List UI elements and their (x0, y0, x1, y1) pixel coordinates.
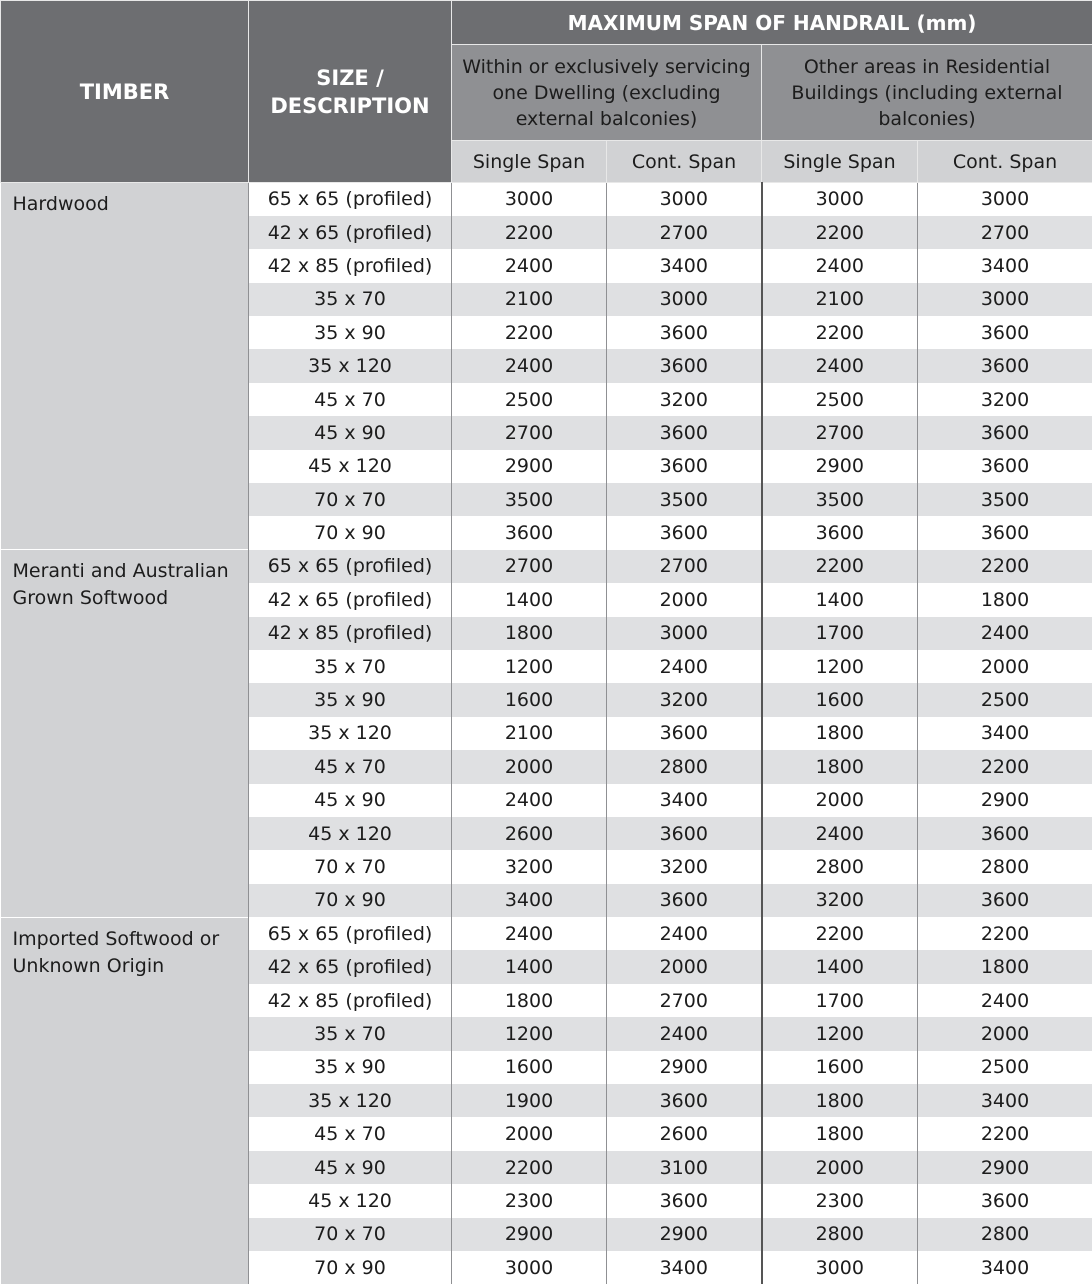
residential-cont-span-cell: 2200 (918, 917, 1092, 950)
timber-type-cell: Meranti and Australian Grown Softwood (1, 550, 249, 917)
size-cell: 70 x 70 (249, 850, 452, 883)
table-row (1, 183, 1092, 216)
residential-cont-span-cell: 3600 (918, 316, 1092, 349)
dwelling-cont-span-cell: 3600 (607, 1084, 762, 1117)
residential-single-span-cell: 2200 (762, 316, 918, 349)
size-cell: 45 x 90 (249, 1151, 452, 1184)
dwelling-single-span-cell: 3000 (452, 1251, 607, 1284)
residential-cont-span-cell: 1800 (918, 950, 1092, 983)
dwelling-single-span-cell: 2700 (452, 550, 607, 583)
size-cell: 45 x 90 (249, 416, 452, 449)
residential-single-span-cell: 1800 (762, 1084, 918, 1117)
size-cell: 45 x 70 (249, 750, 452, 783)
residential-cont-span-cell: 3500 (918, 483, 1092, 516)
residential-single-span-cell: 1700 (762, 984, 918, 1017)
dwelling-cont-span-cell: 3600 (607, 416, 762, 449)
dwelling-single-span-cell: 1600 (452, 1051, 607, 1084)
dwelling-cont-span-cell: 3600 (607, 349, 762, 382)
dwelling-cont-span-cell: 3200 (607, 683, 762, 716)
dwelling-single-span-cell: 3400 (452, 884, 607, 917)
dwelling-cont-span-cell: 3400 (607, 1251, 762, 1284)
residential-single-span-cell: 2300 (762, 1184, 918, 1217)
residential-cont-span-cell: 2400 (918, 617, 1092, 650)
residential-cont-span-cell: 2000 (918, 1017, 1092, 1050)
size-cell: 35 x 70 (249, 650, 452, 683)
dwelling-cont-span-cell: 3000 (607, 283, 762, 316)
dwelling-single-span-cell: 1200 (452, 1017, 607, 1050)
residential-cont-span-cell: 3400 (918, 249, 1092, 282)
residential-single-span-cell: 2200 (762, 917, 918, 950)
size-cell: 35 x 90 (249, 1051, 452, 1084)
residential-single-span-cell: 2000 (762, 784, 918, 817)
residential-cont-span-cell: 2200 (918, 750, 1092, 783)
residential-single-span-cell: 2800 (762, 1218, 918, 1251)
residential-single-span-cell: 1400 (762, 950, 918, 983)
residential-single-span-cell: 3000 (762, 183, 918, 216)
size-cell: 65 x 65 (profiled) (249, 550, 452, 583)
dwelling-single-span-cell: 2000 (452, 750, 607, 783)
size-cell: 35 x 120 (249, 717, 452, 750)
dwelling-single-span-cell: 1400 (452, 583, 607, 616)
residential-cont-span-cell: 2900 (918, 784, 1092, 817)
residential-cont-span-cell: 3600 (918, 416, 1092, 449)
dwelling-single-span-cell: 3200 (452, 850, 607, 883)
size-cell: 42 x 85 (profiled) (249, 984, 452, 1017)
size-cell: 42 x 65 (profiled) (249, 950, 452, 983)
size-cell: 35 x 90 (249, 316, 452, 349)
dwelling-cont-span-cell: 3600 (607, 450, 762, 483)
size-cell: 65 x 65 (profiled) (249, 183, 452, 216)
dwelling-cont-span-cell: 2400 (607, 1017, 762, 1050)
dwelling-single-span-cell: 2100 (452, 283, 607, 316)
residential-single-span-cell: 2400 (762, 249, 918, 282)
residential-group-header: Other areas in Residential Buildings (including external balconies) (762, 45, 1092, 141)
size-cell: 42 x 65 (profiled) (249, 583, 452, 616)
dwelling-single-span-cell: 2900 (452, 1218, 607, 1251)
dwelling-single-span-cell: 3600 (452, 516, 607, 549)
size-cell: 45 x 120 (249, 817, 452, 850)
maximum-span-header: MAXIMUM SPAN OF HANDRAIL (mm) (452, 1, 1092, 45)
residential-single-span-cell: 2400 (762, 817, 918, 850)
dwelling-single-span-cell: 2300 (452, 1184, 607, 1217)
dwelling-single-span-cell: 1600 (452, 683, 607, 716)
size-cell: 70 x 90 (249, 884, 452, 917)
size-cell: 42 x 65 (profiled) (249, 216, 452, 249)
table-header (1, 1, 1092, 183)
dwelling-cont-span-cell: 3600 (607, 516, 762, 549)
size-cell: 70 x 90 (249, 516, 452, 549)
dwelling-cont-span-cell: 2700 (607, 216, 762, 249)
residential-single-span-cell: 3200 (762, 884, 918, 917)
residential-cont-span-cell: 2800 (918, 850, 1092, 883)
dwelling-cont-span-cell: 2400 (607, 650, 762, 683)
size-cell: 42 x 85 (profiled) (249, 617, 452, 650)
residential-cont-span-cell: 3600 (918, 516, 1092, 549)
residential-cont-span-cell: 3600 (918, 450, 1092, 483)
table-body (1, 183, 1092, 1285)
residential-cont-span-cell: 2800 (918, 1218, 1092, 1251)
dwelling-cont-span-cell: 3600 (607, 316, 762, 349)
size-cell: 65 x 65 (profiled) (249, 917, 452, 950)
dwelling-cont-span-cell: 3600 (607, 817, 762, 850)
residential-single-span-cell: 1200 (762, 1017, 918, 1050)
residential-single-span-cell: 2200 (762, 216, 918, 249)
residential-cont-span-cell: 3600 (918, 1184, 1092, 1217)
dwelling-cont-span-cell: 2400 (607, 917, 762, 950)
dwelling-cont-span-cell: 3400 (607, 249, 762, 282)
dwelling-single-span-cell: 2500 (452, 383, 607, 416)
size-cell: 35 x 90 (249, 683, 452, 716)
dwelling-single-span-cell: 1900 (452, 1084, 607, 1117)
residential-cont-span-cell: 3000 (918, 183, 1092, 216)
dwelling-single-span-cell: 1200 (452, 650, 607, 683)
residential-single-span-header: Single Span (762, 141, 918, 183)
residential-cont-span-cell: 2700 (918, 216, 1092, 249)
residential-cont-span-cell: 3000 (918, 283, 1092, 316)
residential-cont-span-cell: 3400 (918, 717, 1092, 750)
timber-type-cell: Hardwood (1, 183, 249, 550)
size-cell: 45 x 90 (249, 784, 452, 817)
residential-cont-span-cell: 3600 (918, 349, 1092, 382)
residential-cont-span-cell: 2900 (918, 1151, 1092, 1184)
size-cell: 42 x 85 (profiled) (249, 249, 452, 282)
dwelling-single-span-cell: 2200 (452, 216, 607, 249)
residential-single-span-cell: 3600 (762, 516, 918, 549)
residential-single-span-cell: 1800 (762, 750, 918, 783)
size-cell: 35 x 70 (249, 1017, 452, 1050)
residential-cont-span-header: Cont. Span (918, 141, 1092, 183)
residential-single-span-cell: 2800 (762, 850, 918, 883)
residential-single-span-cell: 2900 (762, 450, 918, 483)
dwelling-cont-span-cell: 2000 (607, 950, 762, 983)
residential-cont-span-cell: 3200 (918, 383, 1092, 416)
dwelling-cont-span-cell: 2600 (607, 1117, 762, 1150)
size-cell: 45 x 120 (249, 450, 452, 483)
table-row (1, 917, 1092, 950)
residential-cont-span-cell: 2500 (918, 1051, 1092, 1084)
dwelling-cont-span-header: Cont. Span (607, 141, 762, 183)
dwelling-single-span-cell: 1400 (452, 950, 607, 983)
dwelling-cont-span-cell: 3400 (607, 784, 762, 817)
residential-cont-span-cell: 2200 (918, 1117, 1092, 1150)
residential-single-span-cell: 3500 (762, 483, 918, 516)
residential-single-span-cell: 1200 (762, 650, 918, 683)
dwelling-cont-span-cell: 2000 (607, 583, 762, 616)
dwelling-cont-span-cell: 3500 (607, 483, 762, 516)
timber-header: TIMBER (1, 1, 249, 183)
size-cell: 45 x 70 (249, 1117, 452, 1150)
size-cell: 45 x 120 (249, 1184, 452, 1217)
residential-single-span-cell: 3000 (762, 1251, 918, 1284)
dwelling-cont-span-cell: 2900 (607, 1051, 762, 1084)
residential-single-span-cell: 1600 (762, 683, 918, 716)
dwelling-cont-span-cell: 2900 (607, 1218, 762, 1251)
dwelling-single-span-cell: 2200 (452, 1151, 607, 1184)
size-cell: 35 x 70 (249, 283, 452, 316)
dwelling-cont-span-cell: 3200 (607, 383, 762, 416)
residential-cont-span-cell: 2000 (918, 650, 1092, 683)
dwelling-single-span-cell: 3500 (452, 483, 607, 516)
dwelling-single-span-cell: 2600 (452, 817, 607, 850)
residential-cont-span-cell: 3600 (918, 884, 1092, 917)
dwelling-single-span-cell: 2200 (452, 316, 607, 349)
dwelling-single-span-cell: 3000 (452, 183, 607, 216)
dwelling-cont-span-cell: 3000 (607, 183, 762, 216)
dwelling-cont-span-cell: 3100 (607, 1151, 762, 1184)
residential-single-span-cell: 1800 (762, 717, 918, 750)
dwelling-single-span-cell: 1800 (452, 617, 607, 650)
residential-cont-span-cell: 3400 (918, 1251, 1092, 1284)
residential-cont-span-cell: 2500 (918, 683, 1092, 716)
size-cell: 35 x 120 (249, 349, 452, 382)
dwelling-single-span-header: Single Span (452, 141, 607, 183)
residential-cont-span-cell: 3600 (918, 817, 1092, 850)
dwelling-cont-span-cell: 2700 (607, 984, 762, 1017)
dwelling-single-span-cell: 2700 (452, 416, 607, 449)
residential-single-span-cell: 1600 (762, 1051, 918, 1084)
residential-single-span-cell: 2000 (762, 1151, 918, 1184)
dwelling-single-span-cell: 2400 (452, 349, 607, 382)
dwelling-cont-span-cell: 3000 (607, 617, 762, 650)
residential-single-span-cell: 2400 (762, 349, 918, 382)
size-cell: 70 x 90 (249, 1251, 452, 1284)
table-row (1, 550, 1092, 583)
residential-cont-span-cell: 2200 (918, 550, 1092, 583)
dwelling-cont-span-cell: 3600 (607, 1184, 762, 1217)
dwelling-single-span-cell: 2400 (452, 917, 607, 950)
dwelling-single-span-cell: 1800 (452, 984, 607, 1017)
dwelling-single-span-cell: 2900 (452, 450, 607, 483)
residential-single-span-cell: 1700 (762, 617, 918, 650)
dwelling-cont-span-cell: 3600 (607, 717, 762, 750)
dwelling-cont-span-cell: 3200 (607, 850, 762, 883)
residential-single-span-cell: 2500 (762, 383, 918, 416)
dwelling-cont-span-cell: 2800 (607, 750, 762, 783)
size-cell: 70 x 70 (249, 1218, 452, 1251)
timber-type-cell: Imported Softwood or Unknown Origin (1, 917, 249, 1284)
residential-single-span-cell: 1400 (762, 583, 918, 616)
size-cell: 70 x 70 (249, 483, 452, 516)
residential-single-span-cell: 1800 (762, 1117, 918, 1150)
dwelling-single-span-cell: 2100 (452, 717, 607, 750)
residential-cont-span-cell: 1800 (918, 583, 1092, 616)
dwelling-single-span-cell: 2400 (452, 249, 607, 282)
residential-cont-span-cell: 3400 (918, 1084, 1092, 1117)
size-description-header: SIZE / DESCRIPTION (249, 1, 452, 183)
dwelling-cont-span-cell: 3600 (607, 884, 762, 917)
dwelling-single-span-cell: 2400 (452, 784, 607, 817)
dwelling-single-span-cell: 2000 (452, 1117, 607, 1150)
dwelling-group-header: Within or exclusively servicing one Dwelling (excluding external balconies) (452, 45, 762, 141)
residential-single-span-cell: 2200 (762, 550, 918, 583)
size-cell: 35 x 120 (249, 1084, 452, 1117)
residential-cont-span-cell: 2400 (918, 984, 1092, 1017)
dwelling-cont-span-cell: 2700 (607, 550, 762, 583)
residential-single-span-cell: 2100 (762, 283, 918, 316)
size-cell: 45 x 70 (249, 383, 452, 416)
residential-single-span-cell: 2700 (762, 416, 918, 449)
